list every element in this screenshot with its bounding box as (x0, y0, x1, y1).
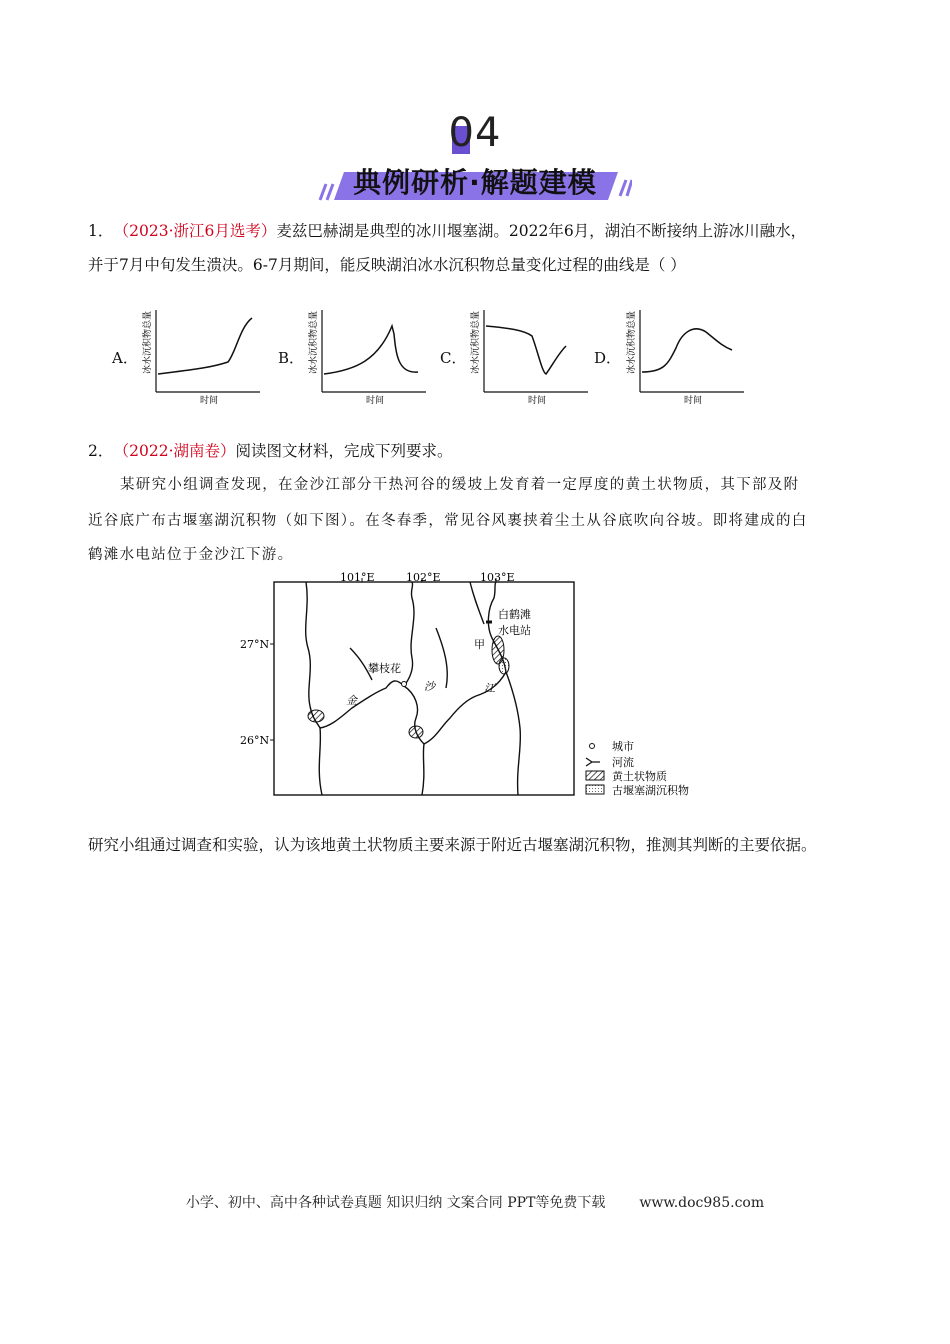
footer-site-link[interactable]: www.doc985.com (639, 1195, 765, 1211)
option-b-xlabel: 时间 (366, 396, 385, 406)
river-char-1: 金 (346, 694, 357, 707)
lat-label-26: 26°N (240, 734, 270, 747)
city-marker (402, 682, 407, 687)
option-c-curve (486, 326, 566, 374)
footer (0, 1192, 950, 1212)
option-d-ylabel: 冰水沉积物总量 (627, 310, 637, 374)
legend-city: 城市 (612, 740, 634, 753)
lon-label-101: 101°E (340, 571, 375, 584)
option-a-ylabel: 冰水沉积物总量 (143, 310, 153, 374)
river-char-2: 沙 (424, 680, 435, 693)
section-title: 典例研析·解题建模 (353, 166, 597, 199)
lon-label-102: 102°E (406, 571, 441, 584)
option-b-graph (306, 302, 430, 406)
lon-label-103: 103°E (480, 571, 515, 584)
option-d-xlabel: 时间 (684, 396, 703, 406)
option-a-graph (140, 302, 264, 406)
jia-label: 甲 (474, 638, 485, 651)
q2-intro: 阅读图文材料，完成下列要求。 (235, 442, 453, 460)
map-legend (586, 740, 689, 797)
q2-para-3: 鹤滩水电站位于金沙江下游。 (88, 547, 294, 563)
q1-line1 (88, 214, 888, 248)
option-b-label: B． (278, 349, 305, 367)
option-a-xlabel: 时间 (200, 396, 219, 406)
option-b-curve (324, 326, 418, 374)
option-d-graph (624, 302, 748, 406)
option-b-ylabel: 冰水沉积物总量 (309, 310, 319, 374)
option-d-curve (642, 329, 732, 372)
option-c-label: C． (440, 349, 467, 367)
option-c-xlabel: 时间 (528, 396, 547, 406)
station-label-1: 白鹤滩 (498, 608, 531, 621)
river-char-3: 江 (484, 682, 495, 695)
loess-patch-2 (409, 726, 423, 738)
lat-label-27: 27°N (240, 638, 270, 651)
q2-question: 研究小组通过调查和实验，认为该地黄土状物质主要来源于附近古堰塞湖沉积物，推测其判断的主要依据。 (88, 836, 817, 854)
option-a-curve (158, 318, 252, 374)
q2-number: 2． (88, 442, 114, 460)
loess-patch-1 (308, 710, 324, 722)
q1-number: 1． (88, 222, 114, 240)
section-number: 04 (448, 110, 502, 156)
option-c-ylabel: 冰水沉积物总量 (471, 310, 481, 374)
legend-river: 河流 (612, 756, 634, 769)
q1-source: （2023·浙江6月选考） (121, 222, 277, 240)
lake-deposit-patch (499, 658, 509, 674)
option-c-graph (468, 302, 592, 406)
legend-loess: 黄土状物质 (612, 770, 667, 783)
q1-text-2: 并于7月中旬发生溃决。6-7月期间，能反映湖泊冰水沉积物总量变化过程的曲线是（ ） (88, 256, 686, 274)
q2-line (88, 434, 888, 468)
q2-source: （2022·湖南卷） (121, 442, 236, 460)
q2-para-2: 近谷底广布古堰塞湖沉积物（如下图）。在冬春季，常见谷风裹挟着尘土从谷底吹向谷坡。即将建成的白 (88, 513, 808, 529)
jinsha-river-map (240, 568, 720, 802)
station-label-2: 水电站 (498, 624, 531, 637)
option-a-label: A． (112, 349, 138, 367)
footer-text: 小学、初中、高中各种试卷真题 知识归纳 文案合同 PPT等免费下载 (185, 1195, 606, 1211)
city-label: 攀枝花 (368, 662, 401, 675)
q2-para-1: 某研究小组调查发现，在金沙江部分干热河谷的缓坡上发育着一定厚度的黄土状物质，其下部及附 (120, 477, 800, 493)
q1-text-1: 麦兹巴赫湖是典型的冰川堰塞湖。2022年6月，湖泊不断接纳上游冰川融水， (276, 222, 807, 240)
legend-lake-deposit: 古堰塞湖沉积物 (612, 784, 689, 797)
option-d-label: D． (594, 349, 622, 367)
